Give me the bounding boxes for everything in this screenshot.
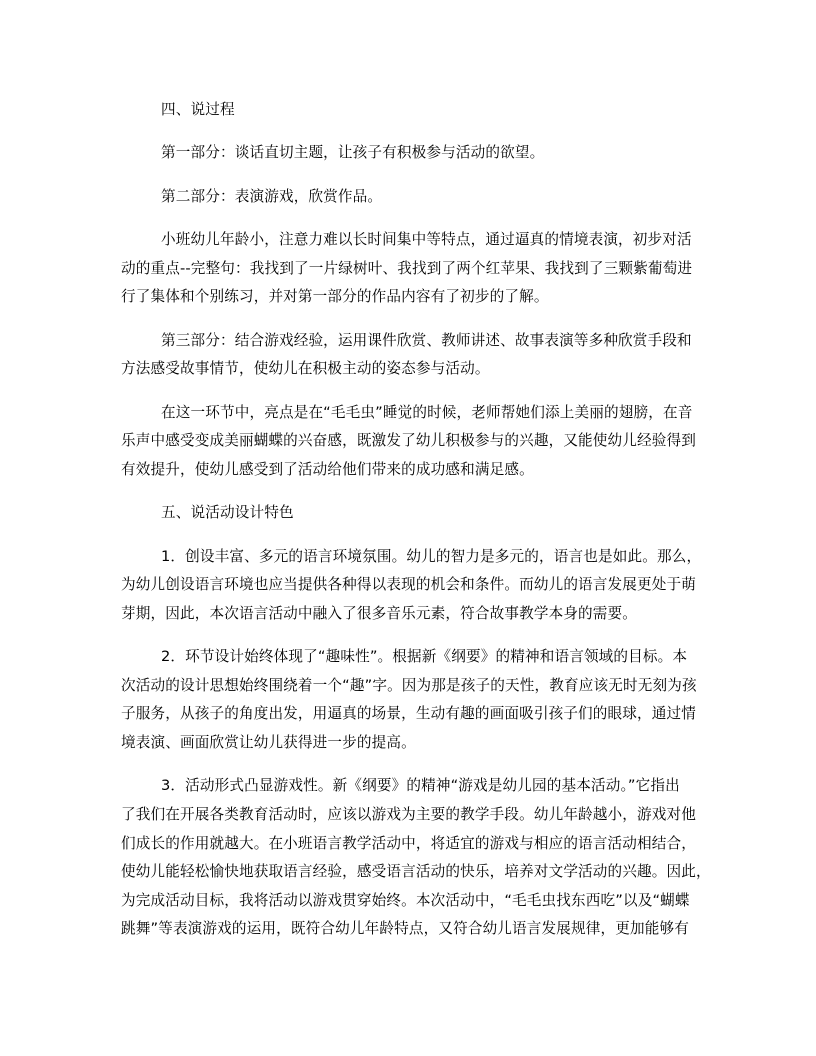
paragraph-line: 方法感受故事情节，使幼儿在积极主动的姿态参与活动。 bbox=[121, 360, 490, 378]
paragraph-line: 境表演、画面欣赏让幼儿获得进一步的提高。 bbox=[121, 734, 416, 752]
paragraph-line: 芽期，因此，本次语言活动中融入了很多音乐元素，符合故事教学本身的需要。 bbox=[121, 604, 638, 622]
paragraph-line: 们成长的作用就越大。在小班语言教学活动中，将适宜的游戏与相应的语言活动相结合， bbox=[121, 834, 697, 852]
paragraph-line: 在这一环节中，亮点是在“毛毛虫”睡觉的时候，老师帮她们添上美丽的翅膀，在音 bbox=[161, 403, 693, 421]
paragraph-feature-one bbox=[121, 543, 702, 629]
section-heading-process bbox=[121, 96, 697, 125]
paragraph-line: 乐声中感受变成美丽蝴蝶的兴奋感，既激发了幼儿积极参与的兴趣，又能使幼儿经验得到 bbox=[121, 432, 697, 450]
paragraph-line: 跳舞”等表演游戏的运用，既符合幼儿年龄特点，又符合幼儿语言发展规律，更加能够有 bbox=[121, 920, 689, 938]
paragraph-line: 1．创设丰富、多元的语言环境氛围。幼儿的智力是多元的，语言也是如此。那么， bbox=[161, 547, 702, 565]
paragraph-text: 第二部分：表演游戏，欣赏作品。 bbox=[161, 187, 383, 205]
paragraph-part-one bbox=[121, 139, 697, 168]
paragraph-line: 子服务，从孩子的角度出发，用逼真的场景，生动有趣的画面吸引孩子们的眼球，通过情 bbox=[121, 705, 697, 723]
paragraph-line: 第三部分：结合游戏经验，运用课件欣赏、教师讲述、故事表演等多种欣赏手段和 bbox=[161, 331, 692, 349]
paragraph-text: 第一部分：谈话直切主题，让孩子有积极参与活动的欲望。 bbox=[161, 144, 545, 162]
paragraph-feature-three bbox=[121, 772, 711, 944]
paragraph-line: 次活动的设计思想始终围绕着一个“趣”字。因为那是孩子的天性，教育应该无时无刻为孩 bbox=[121, 676, 697, 694]
section-heading-design-features bbox=[121, 499, 697, 528]
paragraph-small-class bbox=[121, 226, 697, 312]
document-page bbox=[121, 96, 711, 959]
paragraph-part-two bbox=[121, 183, 697, 212]
paragraph-highlight bbox=[121, 399, 697, 485]
paragraph-line: 了我们在开展各类教育活动时，应该以游戏为主要的教学手段。幼儿年龄越小，游戏对他 bbox=[121, 806, 697, 824]
paragraph-line: 为完成活动目标，我将活动以游戏贯穿始终。本次活动中，“毛毛虫找东西吃”以及“蝴蝶 bbox=[121, 891, 690, 909]
paragraph-feature-two bbox=[121, 643, 697, 757]
paragraph-line: 动的重点--完整句：我找到了一片绿树叶、我找到了两个红苹果、我找到了三颗紫葡萄进 bbox=[121, 259, 693, 277]
paragraph-line: 2．环节设计始终体现了“趣味性”。根据新《纲要》的精神和语言领域的目标。本 bbox=[161, 648, 688, 666]
paragraph-part-three bbox=[121, 327, 697, 384]
heading-text: 五、说活动设计特色 bbox=[161, 504, 294, 522]
heading-text: 四、说过程 bbox=[161, 101, 235, 118]
paragraph-line: 为幼儿创设语言环境也应当提供各种得以表现的机会和条件。而幼儿的语言发展更处于萌 bbox=[121, 576, 697, 594]
paragraph-line: 有效提升，使幼儿感受到了活动给他们带来的成功感和满足感。 bbox=[121, 460, 534, 478]
paragraph-line: 小班幼儿年龄小，注意力难以长时间集中等特点，通过逼真的情境表演，初步对活 bbox=[161, 231, 692, 249]
paragraph-line: 3．活动形式凸显游戏性。新《纲要》的精神“游戏是幼儿园的基本活动。”它指出 bbox=[161, 777, 680, 795]
paragraph-line: 使幼儿能轻松愉快地获取语言经验，感受语言活动的快乐，培养对文学活动的兴趣。因此， bbox=[121, 863, 711, 881]
paragraph-line: 行了集体和个别练习，并对第一部分的作品内容有了初步的了解。 bbox=[121, 288, 549, 306]
